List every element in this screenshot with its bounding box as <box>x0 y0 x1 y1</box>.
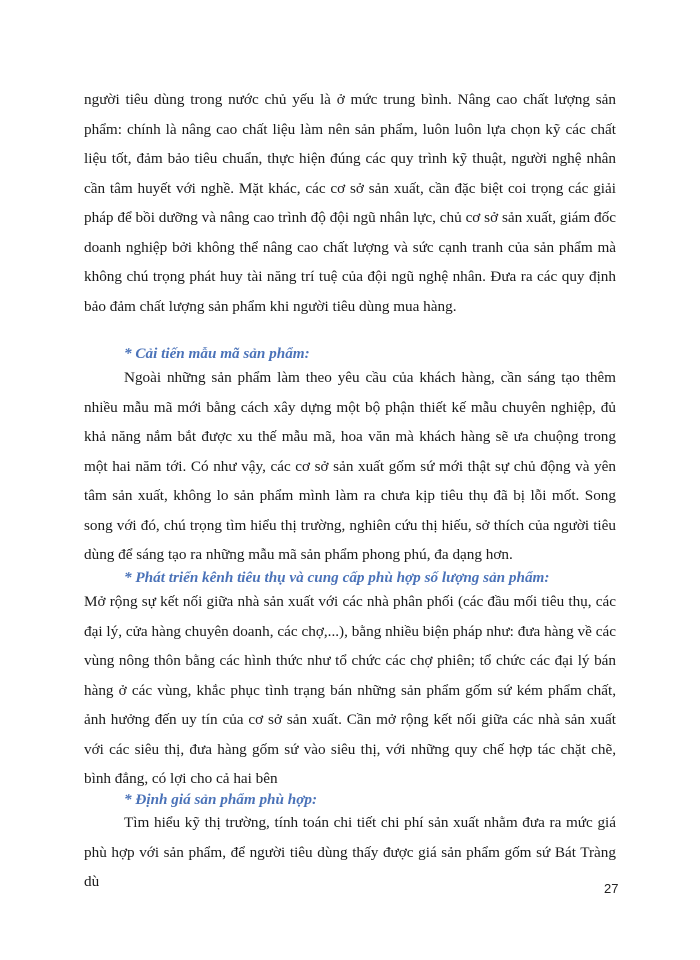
paragraph-text: Tìm hiểu kỹ thị trường, tính toán chi tiết chi phí sản xuất nhằm đưa ra mức giá phù hợp với sản phẩm, để người tiêu dùng thấy được giá sản phẩm gốm sứ Bát Tràng dù <box>84 814 616 890</box>
page-number: 27 <box>604 881 619 896</box>
section-heading-distribution: * Phát triển kênh tiêu thụ và cung cấp phù hợp số lượng sản phẩm: <box>124 569 550 586</box>
body-paragraph-2 <box>84 363 616 570</box>
paragraph-text: Ngoài những sản phẩm làm theo yêu cầu của khách hàng, cần sáng tạo thêm nhiều mẫu mã mới bằng cách xây dựng một bộ phận thiết kế mẫu chuyên nghiệp, đủ khả năng nắm bắt được xu thế mẫu mã, hoa văn mà khách hàng sẽ ưa chuộng trong một hai năm tới. Có như vậy, các cơ sở sản xuất gốm sứ mới thật sự chủ động và yên tâm sản xuất, không lo sản phẩm mình làm ra chưa kịp tiêu thụ đã bị lỗi mốt. Song song với đó, chú trọng tìm hiểu thị trường, nghiên cứu thị hiếu, sở thích của người tiêu dùng để sáng tạo ra những mẫu mã sản phẩm phong phú, đa dạng hơn. <box>84 369 616 563</box>
paragraph-text: Mở rộng sự kết nối giữa nhà sản xuất với các nhà phân phối (các đầu mối tiêu thụ, các đại lý, cửa hàng chuyên doanh, các chợ,...), bằng nhiều biện pháp như: đưa hàng về các vùng nông thôn bằng các hình thức như tổ chức các chợ phiên; tổ chức các đại lý bán hàng ở các vùng, khắc phục tình trạng bán những sản phẩm gốm sứ kém phẩm chất, ảnh hưởng đến uy tín của cơ sở sản xuất. Cần mở rộng kết nối giữa các nhà sản xuất với các siêu thị, đưa hàng gốm sứ vào siêu thị, với những quy chế hợp tác chặt chẽ, bình đẳng, có lợi cho cả hai bên <box>84 593 616 787</box>
body-paragraph-3 <box>84 587 616 794</box>
section-heading-product-design: * Cải tiến mẫu mã sản phẩm: <box>124 345 310 362</box>
body-paragraph-4 <box>84 808 619 897</box>
section-heading-pricing: * Định giá sản phẩm phù hợp: <box>124 791 317 808</box>
paragraph-text: người tiêu dùng trong nước chủ yếu là ở mức trung bình. Nâng cao chất lượng sản phẩm: chính là nâng cao chất liệu làm nên sản phẩm, luôn luôn lựa chọn kỹ các chất liệu tốt, đảm bảo tiêu chuẩn, thực hiện đúng các quy trình kỹ thuật, người nghệ nhân cần tâm huyết với nghề. Mặt khác, các cơ sở sản xuất, cần đặc biệt coi trọng các giải pháp để bồi dưỡng và nâng cao trình độ đội ngũ nhân lực, chủ cơ sở sản xuất, giám đốc doanh nghiệp bởi không thể nâng cao chất lượng và sức cạnh tranh của sản phẩm mà không chú trọng phát huy tài năng trí tuệ của đội ngũ nghệ nhân. Đưa ra các quy định bảo đảm chất lượng sản phẩm khi người tiêu dùng mua hàng. <box>84 91 616 315</box>
body-paragraph-1 <box>84 85 616 321</box>
